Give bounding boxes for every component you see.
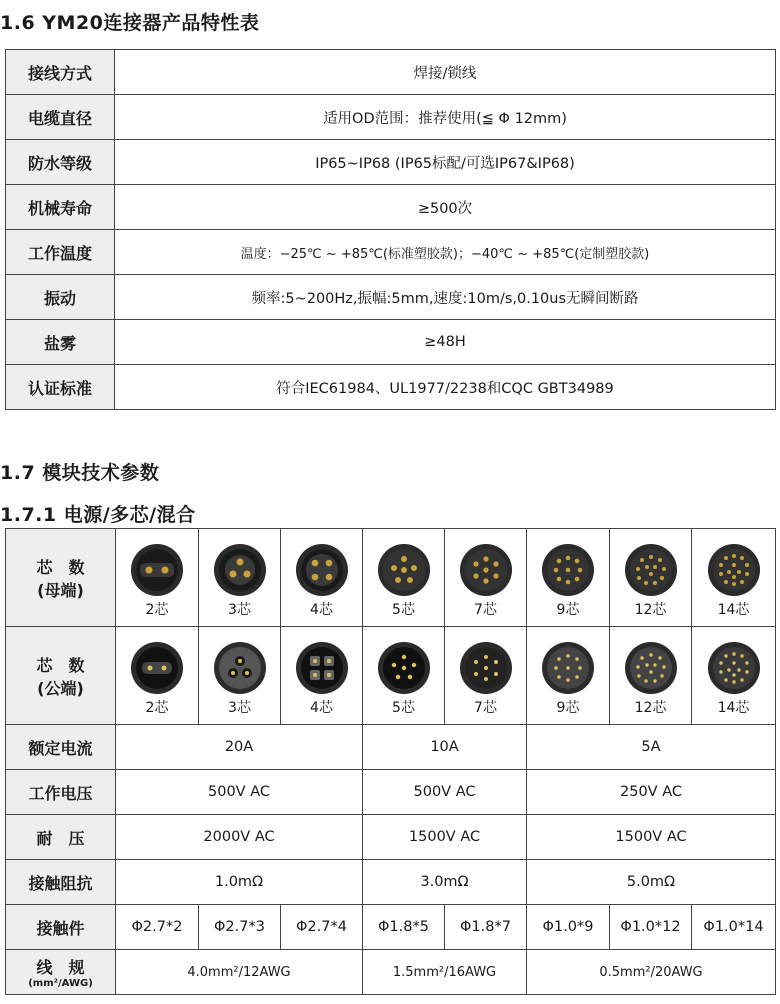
wire-unit: (mm²/AWG) bbox=[28, 978, 93, 989]
table-row bbox=[6, 365, 776, 410]
male-2pin-connector-icon bbox=[130, 641, 184, 695]
withstand-row bbox=[6, 815, 776, 860]
male-2pin-cell bbox=[116, 627, 199, 725]
resistance-value: 5.0mΩ bbox=[527, 860, 776, 905]
contact-value: Φ1.0*12 bbox=[610, 905, 692, 950]
contact-value: Φ2.7*3 bbox=[199, 905, 281, 950]
female-9pin-connector-icon bbox=[541, 543, 595, 597]
resistance-label: 接触阻抗 bbox=[6, 860, 116, 905]
male-label-line2: (公端) bbox=[37, 678, 84, 698]
current-value: 10A bbox=[363, 725, 527, 770]
male-9pin-connector-icon bbox=[541, 641, 595, 695]
voltage-value: 250V AC bbox=[527, 770, 776, 815]
male-caption: 9芯 bbox=[556, 700, 580, 716]
male-5pin-cell bbox=[363, 627, 445, 725]
male-caption: 4芯 bbox=[310, 700, 333, 716]
wire-value: 4.0mm²/12AWG bbox=[116, 950, 363, 995]
row-label: 认证标准 bbox=[6, 365, 115, 410]
male-14pin-cell bbox=[692, 627, 776, 725]
row-label: 电缆直径 bbox=[6, 95, 115, 140]
table-row bbox=[6, 320, 776, 365]
row-label: 振动 bbox=[6, 275, 115, 320]
row-label: 接线方式 bbox=[6, 50, 115, 95]
male-9pin-cell bbox=[527, 627, 610, 725]
withstand-value: 1500V AC bbox=[363, 815, 527, 860]
row-label: 工作温度 bbox=[6, 230, 115, 275]
product-characteristics-table bbox=[5, 49, 776, 410]
male-7pin-connector-icon bbox=[459, 641, 513, 695]
withstand-label: 耐 压 bbox=[6, 815, 116, 860]
resistance-value: 3.0mΩ bbox=[363, 860, 527, 905]
female-3pin-cell bbox=[199, 529, 281, 627]
resistance-row bbox=[6, 860, 776, 905]
male-3pin-connector-icon bbox=[213, 641, 267, 695]
current-value: 5A bbox=[527, 725, 776, 770]
female-12pin-cell bbox=[610, 529, 692, 627]
female-3pin-connector-icon bbox=[213, 543, 267, 597]
table-row bbox=[6, 140, 776, 185]
male-caption: 5芯 bbox=[392, 700, 415, 716]
female-caption: 5芯 bbox=[392, 602, 415, 618]
row-label: 盐雾 bbox=[6, 320, 115, 365]
row-value: IP65~IP68 (IP65标配/可选IP67&IP68) bbox=[115, 140, 776, 185]
male-12pin-connector-icon bbox=[624, 641, 678, 695]
male-4pin-cell bbox=[281, 627, 363, 725]
male-caption: 7芯 bbox=[474, 700, 497, 716]
female-9pin-cell bbox=[527, 529, 610, 627]
voltage-row bbox=[6, 770, 776, 815]
module-parameters-table bbox=[5, 528, 776, 995]
table-row bbox=[6, 185, 776, 230]
resistance-value: 1.0mΩ bbox=[116, 860, 363, 905]
current-row bbox=[6, 725, 776, 770]
row-label: 机械寿命 bbox=[6, 185, 115, 230]
female-12pin-connector-icon bbox=[624, 543, 678, 597]
current-label: 额定电流 bbox=[6, 725, 116, 770]
female-7pin-connector-icon bbox=[459, 543, 513, 597]
row-value: 适用OD范围：推荐使用(≦ Φ 12mm) bbox=[115, 95, 776, 140]
male-label-line1: 芯 数 bbox=[36, 655, 85, 675]
male-connector-row bbox=[6, 627, 776, 725]
section-title-1-7-1: 1.7.1 电源/多芯/混合 bbox=[0, 504, 196, 526]
female-caption: 3芯 bbox=[228, 602, 251, 618]
wire-label bbox=[6, 950, 116, 995]
wire-row bbox=[6, 950, 776, 995]
male-caption: 2芯 bbox=[145, 700, 169, 716]
row-value: 频率:5~200Hz,振幅:5mm,速度:10m/s,0.10us无瞬间断路 bbox=[115, 275, 776, 320]
table-row bbox=[6, 275, 776, 320]
withstand-value: 2000V AC bbox=[116, 815, 363, 860]
wire-value: 1.5mm²/16AWG bbox=[363, 950, 527, 995]
male-14pin-connector-icon bbox=[707, 641, 761, 695]
contacts-row bbox=[6, 905, 776, 950]
female-caption: 7芯 bbox=[474, 602, 497, 618]
female-label-line1: 芯 数 bbox=[36, 557, 85, 577]
male-3pin-cell bbox=[199, 627, 281, 725]
table-row bbox=[6, 95, 776, 140]
contact-value: Φ1.0*14 bbox=[692, 905, 776, 950]
female-5pin-connector-icon bbox=[377, 543, 431, 597]
voltage-value: 500V AC bbox=[116, 770, 363, 815]
row-value: 焊接/锁线 bbox=[115, 50, 776, 95]
female-2pin-cell bbox=[116, 529, 199, 627]
female-label-line2: (母端) bbox=[37, 580, 84, 600]
female-label bbox=[6, 529, 116, 627]
female-5pin-cell bbox=[363, 529, 445, 627]
male-5pin-connector-icon bbox=[377, 641, 431, 695]
female-caption: 4芯 bbox=[310, 602, 333, 618]
row-value: ≥48H bbox=[115, 320, 776, 365]
contact-value: Φ1.8*7 bbox=[445, 905, 527, 950]
male-7pin-cell bbox=[445, 627, 527, 725]
male-caption: 14芯 bbox=[717, 700, 750, 716]
female-2pin-connector-icon bbox=[130, 543, 184, 597]
female-caption: 12芯 bbox=[634, 602, 667, 618]
row-value: ≥500次 bbox=[115, 185, 776, 230]
wire-label-text: 线 规 bbox=[36, 958, 85, 977]
male-label bbox=[6, 627, 116, 725]
female-caption: 2芯 bbox=[145, 602, 169, 618]
table-row bbox=[6, 50, 776, 95]
row-value: 符合IEC61984、UL1977/2238和CQC GBT34989 bbox=[115, 365, 776, 410]
female-7pin-cell bbox=[445, 529, 527, 627]
female-connector-row bbox=[6, 529, 776, 627]
wire-value: 0.5mm²/20AWG bbox=[527, 950, 776, 995]
current-value: 20A bbox=[116, 725, 363, 770]
contact-value: Φ1.8*5 bbox=[363, 905, 445, 950]
male-4pin-connector-icon bbox=[295, 641, 349, 695]
male-caption: 12芯 bbox=[634, 700, 667, 716]
row-value: 温度：−25℃ ~ +85℃(标准塑胶款)；−40℃ ~ +85℃(定制塑胶款) bbox=[115, 230, 776, 275]
section-title-1-6: 1.6 YM20连接器产品特性表 bbox=[0, 12, 260, 34]
female-caption: 9芯 bbox=[556, 602, 580, 618]
contact-value: Φ2.7*4 bbox=[281, 905, 363, 950]
withstand-value: 1500V AC bbox=[527, 815, 776, 860]
female-4pin-connector-icon bbox=[295, 543, 349, 597]
female-4pin-cell bbox=[281, 529, 363, 627]
contact-value: Φ1.0*9 bbox=[527, 905, 610, 950]
male-12pin-cell bbox=[610, 627, 692, 725]
contacts-label: 接触件 bbox=[6, 905, 116, 950]
table-row bbox=[6, 230, 776, 275]
contact-value: Φ2.7*2 bbox=[116, 905, 199, 950]
row-label: 防水等级 bbox=[6, 140, 115, 185]
female-14pin-cell bbox=[692, 529, 776, 627]
section-title-1-7: 1.7 模块技术参数 bbox=[0, 462, 160, 484]
voltage-label: 工作电压 bbox=[6, 770, 116, 815]
voltage-value: 500V AC bbox=[363, 770, 527, 815]
female-14pin-connector-icon bbox=[707, 543, 761, 597]
female-caption: 14芯 bbox=[717, 602, 750, 618]
male-caption: 3芯 bbox=[228, 700, 251, 716]
